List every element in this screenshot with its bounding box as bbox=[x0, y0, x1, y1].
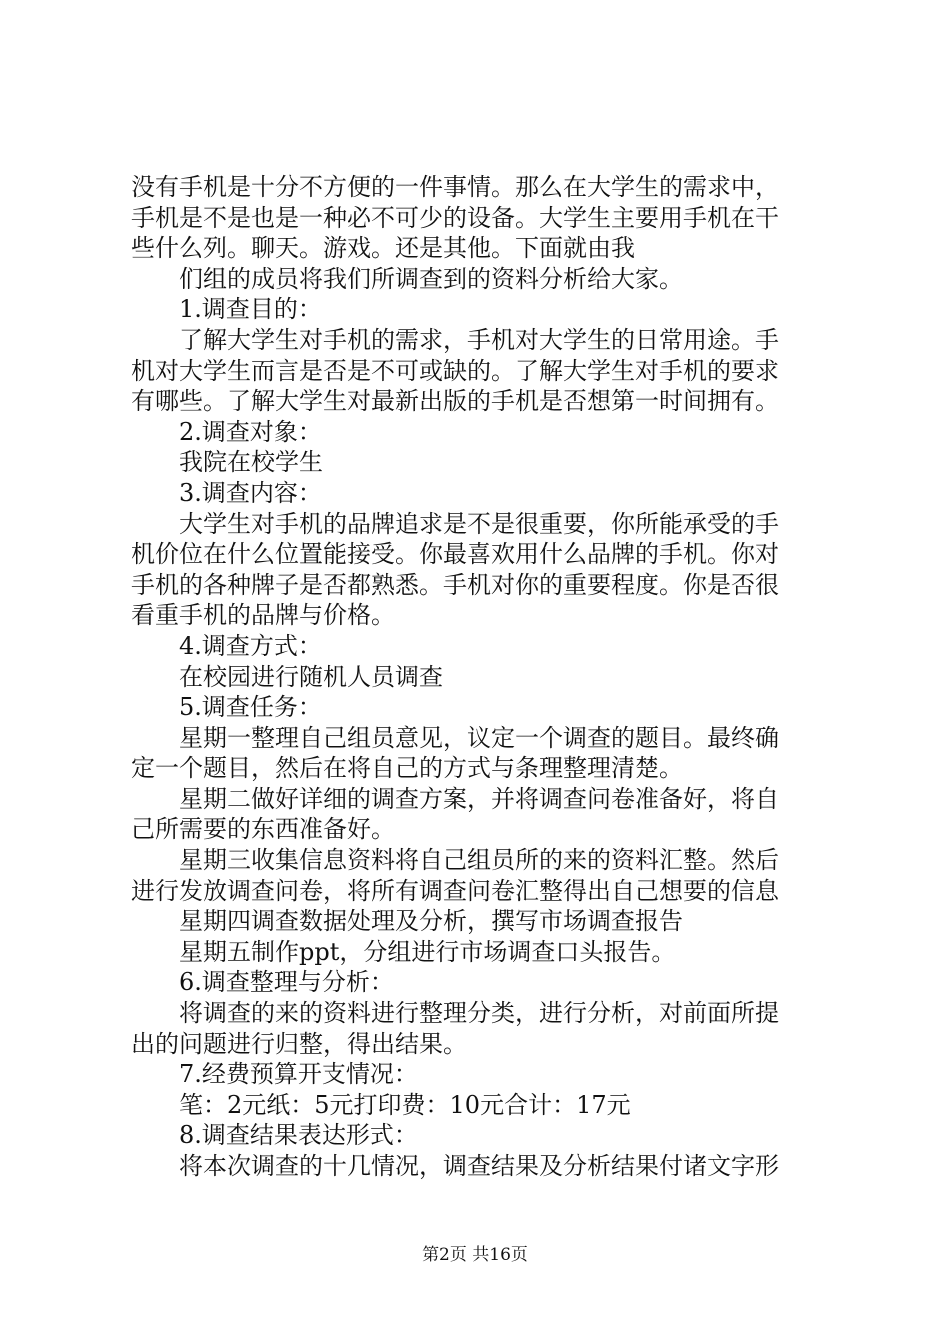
text-line: 们组的成员将我们所调查到的资料分析给大家。 bbox=[179, 264, 683, 293]
text-line: 进行发放调查问卷，将所有调查问卷汇整得出自己想要的信息 bbox=[131, 876, 779, 905]
text-line: 星期二做好详细的调查方案，并将调查问卷准备好，将自 bbox=[179, 784, 779, 813]
text-line: 笔：2元纸：5元打印费：10元合计：17元 bbox=[179, 1090, 631, 1119]
text-line: 定一个题目，然后在将自己的方式与条理整理清楚。 bbox=[131, 754, 683, 783]
text-line: 了解大学生对手机的需求，手机对大学生的日常用途。手 bbox=[179, 325, 779, 354]
text-line: 没有手机是十分不方便的一件事情。那么在大学生的需求中， bbox=[131, 173, 779, 201]
text-line: 看重手机的品牌与价格。 bbox=[131, 601, 395, 630]
text-line: 4.调查方式： bbox=[179, 631, 322, 660]
text-line: 将本次调查的十几情况，调查结果及分析结果付诸文字形 bbox=[179, 1152, 779, 1180]
text-line: 3.调查内容： bbox=[179, 478, 322, 507]
document-body bbox=[131, 172, 831, 1182]
text-line: 星期三收集信息资料将自己组员所的来的资料汇整。然后 bbox=[179, 846, 779, 875]
text-line: 在校园进行随机人员调查 bbox=[179, 662, 443, 691]
text-line: 大学生对手机的品牌追求是不是很重要，你所能承受的手 bbox=[179, 509, 779, 538]
text-line: 我院在校学生 bbox=[179, 448, 323, 477]
text-line: 将调查的来的资料进行整理分类，进行分析，对前面所提 bbox=[179, 999, 779, 1028]
text-line: 机对大学生而言是否是不可或缺的。了解大学生对手机的要求 bbox=[131, 356, 779, 385]
text-line: 星期五制作ppt，分组进行市场调查口头报告。 bbox=[179, 937, 676, 966]
text-line: 手机的各种牌子是否都熟悉。手机对你的重要程度。你是否很 bbox=[131, 570, 779, 599]
text-line: 5.调查任务： bbox=[179, 693, 322, 722]
text-line: 8.调查结果表达形式： bbox=[179, 1121, 418, 1150]
text-line: 手机是不是也是一种必不可少的设备。大学生主要用手机在干 bbox=[131, 203, 779, 232]
text-line: 有哪些。了解大学生对最新出版的手机是否想第一时间拥有。 bbox=[131, 387, 779, 416]
text-line: 机价位在什么位置能接受。你最喜欢用什么品牌的手机。你对 bbox=[131, 540, 779, 569]
text-line: 些什么列。聊天。游戏。还是其他。下面就由我 bbox=[131, 234, 635, 263]
text-line: 6.调查整理与分析： bbox=[179, 968, 394, 997]
text-line: 1.调查目的： bbox=[179, 295, 322, 324]
page-number-label: 第2页 共16页 bbox=[422, 1245, 528, 1265]
text-line: 己所需要的东西准备好。 bbox=[131, 815, 395, 844]
page-footer bbox=[0, 1245, 950, 1265]
text-line: 星期一整理自己组员意见，议定一个调查的题目。最终确 bbox=[179, 723, 779, 752]
text-line: 出的问题进行归整，得出结果。 bbox=[131, 1029, 467, 1058]
text-line: 2.调查对象： bbox=[179, 417, 322, 446]
text-line: 星期四调查数据处理及分析，撰写市场调查报告 bbox=[179, 907, 683, 936]
text-line: 7.经费预算开支情况： bbox=[179, 1060, 418, 1089]
